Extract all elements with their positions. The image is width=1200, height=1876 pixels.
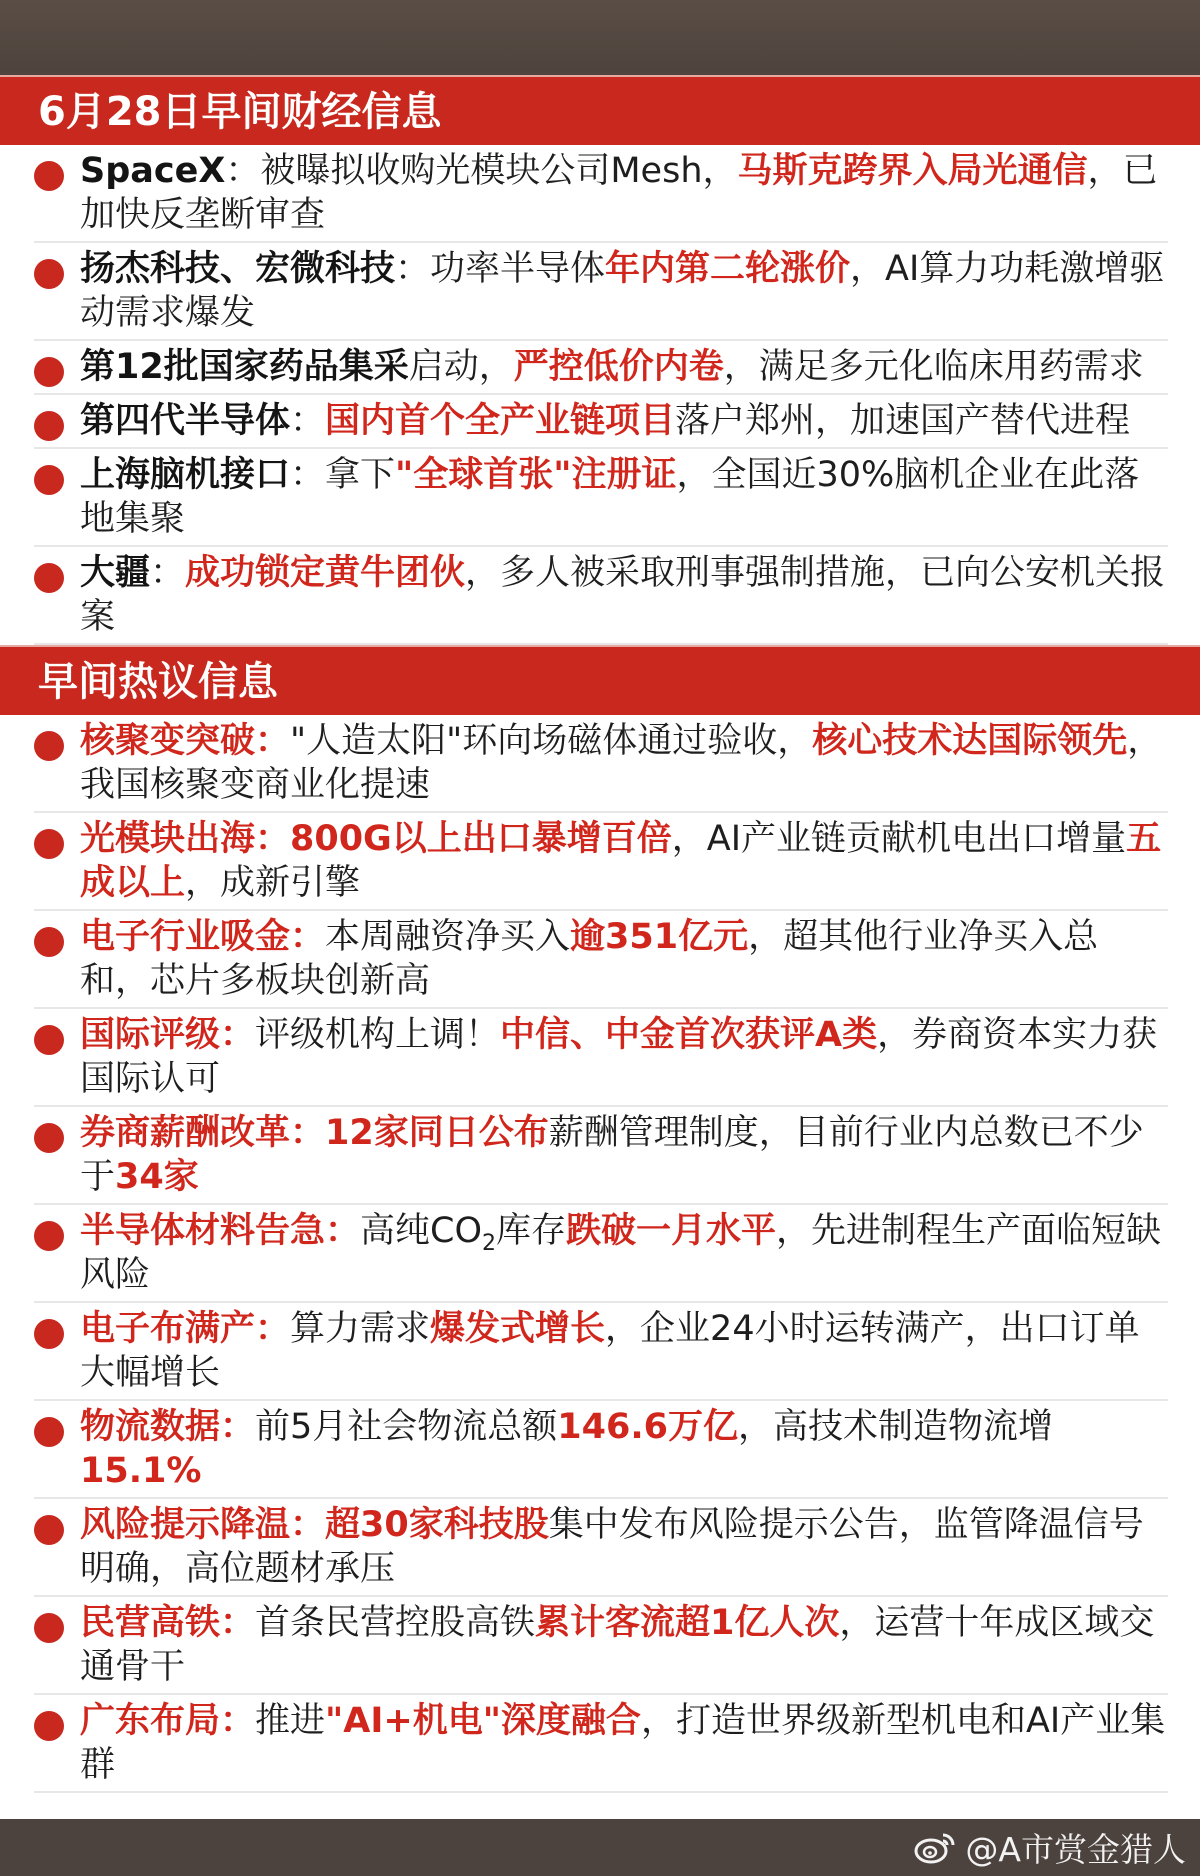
highlight-text: 15.1% — [80, 1451, 202, 1491]
bullet-icon — [34, 563, 64, 593]
news-item — [34, 395, 1168, 449]
highlight-text: 严控低价内卷 — [513, 347, 724, 387]
bullet-icon — [34, 1025, 64, 1055]
highlight-text: 国内首个全产业链项目 — [325, 401, 676, 441]
bullet-icon — [34, 731, 64, 761]
bullet-icon — [34, 411, 64, 441]
news-item — [34, 1303, 1168, 1401]
news-text: ：拿下 — [290, 455, 396, 495]
news-text: 启动， — [408, 347, 514, 387]
highlight-text: 风险提示降温：超30家科技股 — [80, 1505, 549, 1545]
news-text: ，运营十年成区域交通骨干 — [80, 1603, 1155, 1687]
news-text: 首条民营控股高铁 — [255, 1603, 536, 1643]
news-text: ： — [150, 553, 186, 593]
news-item — [34, 1107, 1168, 1205]
highlight-text: 年内第二轮涨价 — [605, 249, 851, 289]
news-text: 前5月社会物流总额 — [255, 1407, 558, 1447]
news-list — [0, 715, 1200, 1793]
highlight-text: 成功锁定黄牛团伙 — [185, 553, 466, 593]
news-text: ，已加快反垄断审查 — [80, 151, 1158, 235]
news-item — [34, 1499, 1168, 1597]
highlight-text: 累计客流超1亿人次 — [535, 1603, 840, 1643]
highlight-text: 扬杰科技、宏微科技 — [80, 249, 396, 289]
bullet-icon — [34, 465, 64, 495]
bullet-icon — [34, 829, 64, 859]
news-list — [0, 145, 1200, 645]
highlight-text: 上海脑机接口 — [80, 455, 291, 495]
highlight-text: 券商薪酬改革：12家同日公布 — [80, 1113, 549, 1153]
news-text: ：功率半导体 — [395, 249, 606, 289]
highlight-text: 第四代半导体 — [80, 401, 291, 441]
highlight-text: 34家 — [115, 1157, 199, 1197]
watermark-text: @A市赏金猎人 — [965, 1829, 1186, 1869]
news-text: ，券商资本实力获国际认可 — [80, 1015, 1158, 1099]
highlight-text: 爆发式增长 — [430, 1309, 606, 1349]
bullet-icon — [34, 1515, 64, 1545]
news-text: 评级机构上调！ — [255, 1015, 501, 1055]
news-text: ，高技术制造物流增 — [738, 1407, 1054, 1447]
news-text: ，打造世界级新型机电和AI产业集群 — [80, 1701, 1166, 1785]
news-text: ，企业24小时运转满产，出口订单大幅增长 — [80, 1309, 1140, 1393]
bullet-icon — [34, 1123, 64, 1153]
news-item — [34, 145, 1168, 243]
watermark — [913, 1822, 1186, 1872]
news-item — [34, 1597, 1168, 1695]
news-text: ，成新引擎 — [185, 863, 361, 903]
bullet-icon — [34, 161, 64, 191]
section-header: 6月28日早间财经信息 — [0, 75, 1200, 145]
news-text: ，多人被采取刑事强制措施，已向公安机关报案 — [80, 553, 1166, 637]
highlight-text: 大疆 — [80, 553, 151, 593]
news-card — [0, 75, 1200, 1819]
highlight-text: 物流数据： — [80, 1407, 256, 1447]
news-item — [34, 1695, 1168, 1793]
highlight-text: 核心技术达国际领先 — [812, 721, 1128, 761]
news-item — [34, 813, 1168, 911]
news-text: 落户郑州，加速国产替代进程 — [675, 401, 1131, 441]
news-text: 高纯CO — [360, 1211, 483, 1251]
bullet-icon — [34, 1221, 64, 1251]
highlight-text: 半导体材料告急： — [80, 1211, 361, 1251]
news-text: ，满足多元化临床用药需求 — [723, 347, 1144, 387]
news-text: ： — [290, 401, 326, 441]
bullet-icon — [34, 1319, 64, 1349]
news-item — [34, 547, 1168, 645]
news-text: 薪酬管理制度，目前行业内总数已不少于 — [80, 1113, 1144, 1197]
news-text: 算力需求 — [290, 1309, 431, 1349]
news-item — [34, 449, 1168, 547]
highlight-text: 中信、中金首次获评A类 — [500, 1015, 878, 1055]
news-item — [34, 341, 1168, 395]
news-item — [34, 243, 1168, 341]
bullet-icon — [34, 1711, 64, 1741]
news-text: ，超其他行业净买入总和，芯片多板块创新高 — [80, 917, 1099, 1001]
news-text: ，全国近30%脑机企业在此落地集聚 — [80, 455, 1140, 539]
news-text: 集中发布风险提示公告，监管降温信号明确，高位题材承压 — [80, 1505, 1144, 1589]
subscript-text: 2 — [482, 1231, 497, 1256]
highlight-text: 第12批国家药品集采 — [80, 347, 409, 387]
highlight-text: 民营高铁： — [80, 1603, 256, 1643]
bullet-icon — [34, 1417, 64, 1447]
highlight-text: 跌破一月水平 — [566, 1211, 777, 1251]
bullet-icon — [34, 259, 64, 289]
news-text: ，AI产业链贡献机电出口增量 — [671, 819, 1127, 859]
news-text: 库存 — [496, 1211, 567, 1251]
highlight-text: 马斯克跨界入局光通信 — [737, 151, 1088, 191]
highlight-text: SpaceX — [80, 151, 226, 191]
news-item — [34, 1401, 1168, 1499]
highlight-text: 电子布满产： — [80, 1309, 291, 1349]
news-text: 本周融资净买入 — [325, 917, 571, 957]
news-item — [34, 1205, 1168, 1303]
news-section — [0, 645, 1200, 1793]
news-text: ：被曝拟收购光模块公司Mesh， — [225, 151, 738, 191]
highlight-text: "全球首张"注册证 — [395, 455, 677, 495]
bullet-icon — [34, 927, 64, 957]
news-item — [34, 1009, 1168, 1107]
news-item — [34, 715, 1168, 813]
news-section — [0, 75, 1200, 645]
highlight-text: 核聚变突破： — [80, 721, 291, 761]
highlight-text: 广东布局： — [80, 1701, 256, 1741]
weibo-icon — [913, 1829, 957, 1865]
highlight-text: 146.6万亿 — [557, 1407, 739, 1447]
highlight-text: 国际评级： — [80, 1015, 256, 1055]
highlight-text: 电子行业吸金： — [80, 917, 326, 957]
top-frame-bar — [0, 0, 1200, 75]
bullet-icon — [34, 357, 64, 387]
bullet-icon — [34, 1613, 64, 1643]
highlight-text: 逾351亿元 — [570, 917, 749, 957]
news-text: ，我国核聚变商业化提速 — [80, 721, 1163, 805]
highlight-text: 光模块出海：800G以上出口暴增百倍 — [80, 819, 672, 859]
sections-container — [0, 75, 1200, 1793]
news-text: "人造太阳"环向场磁体通过验收， — [290, 721, 813, 761]
news-text: ，AI算力功耗激增驱动需求爆发 — [80, 249, 1165, 333]
news-text: 推进 — [255, 1701, 326, 1741]
news-text: ，先进制程生产面临短缺风险 — [80, 1211, 1162, 1295]
section-header: 早间热议信息 — [0, 645, 1200, 715]
highlight-text: "AI+机电"深度融合 — [325, 1701, 641, 1741]
highlight-text: 五成以上 — [80, 819, 1162, 903]
news-item — [34, 911, 1168, 1009]
